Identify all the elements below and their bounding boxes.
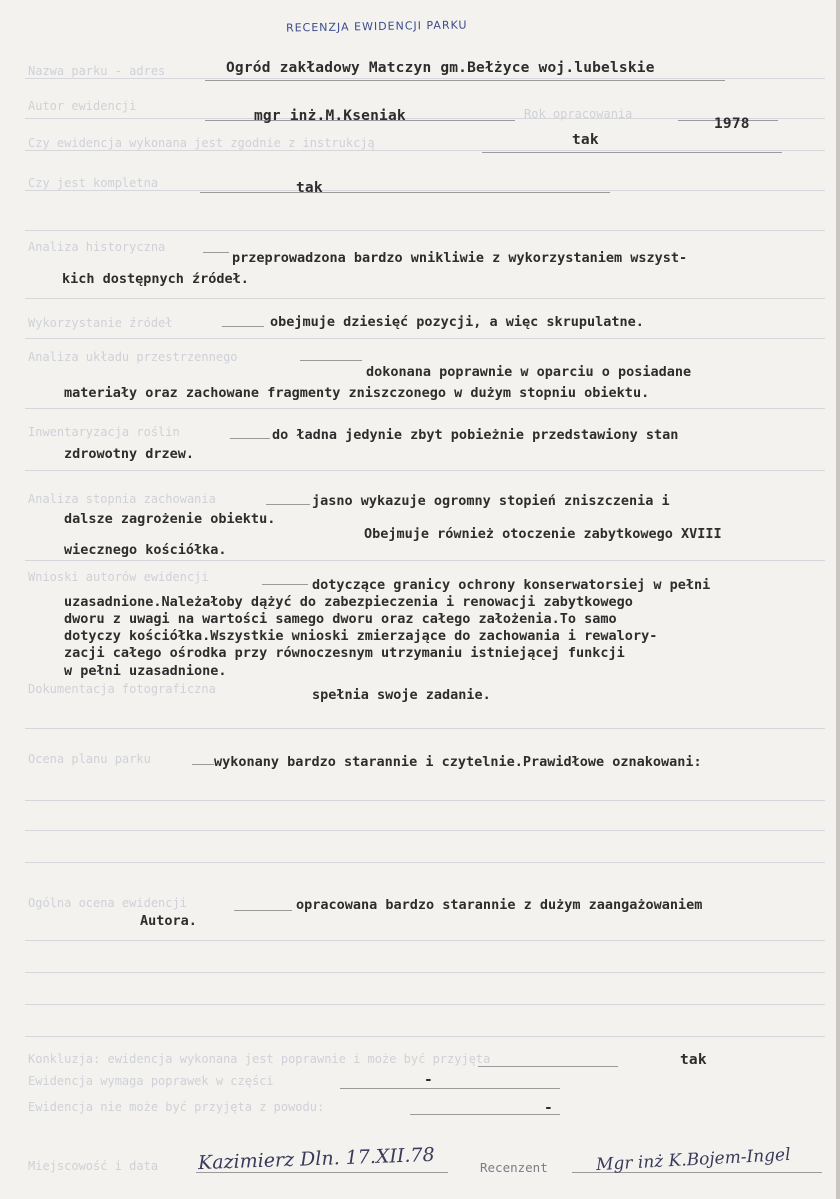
value-history-line1: przeprowadzona bardzo wnikliwie z wykorzystaniem wszyst-: [232, 250, 688, 266]
value-conclusions-line4: dotyczy kościółka.Wszystkie wnioski zmierzające do zachowania i rewalory-: [64, 628, 658, 644]
ruled-line: [25, 728, 825, 729]
label-plan: Ocena planu parku: [28, 752, 151, 766]
fill-line: [266, 504, 310, 505]
label-preservation: Analiza stopnia zachowania: [28, 492, 216, 506]
ruled-line: [25, 150, 825, 151]
fill-line: [478, 1066, 618, 1067]
value-instruction: tak: [572, 132, 599, 148]
label-layout: Analiza układu przestrzennego: [28, 350, 238, 364]
value-sources: obejmuje dziesięć pozycji, a więc skrupulatne.: [270, 314, 644, 330]
value-overall-line2: Autora.: [140, 913, 197, 929]
value-plants-line1: do ładna jedynie zbyt pobieżnie przedstawiony stan: [272, 427, 679, 443]
value-decision2: -: [424, 1072, 433, 1088]
ruled-line: [25, 338, 825, 339]
value-preservation-line2b: Obejmuje również otoczenie zabytkowego XVIII: [364, 526, 722, 542]
label-decision3: Ewidencja nie może być przyjęta z powodu:: [28, 1100, 325, 1114]
fill-line: [200, 192, 610, 193]
fill-line: [300, 360, 362, 361]
value-conclusions-line6: w pełni uzasadnione.: [64, 663, 227, 679]
value-conclusions-line3: dworu z uwagi na wartości samego dworu oraz całego założenia.To samo: [64, 611, 617, 627]
value-author: mgr inż.M.Kseniak: [254, 108, 406, 124]
fill-line: [234, 910, 292, 911]
value-complete: tak: [296, 180, 323, 196]
value-preservation-line1: jasno wykazuje ogromny stopień zniszczenia i: [312, 493, 670, 509]
value-reviewer-signature: Mgr inż K.Bojem-Ingel: [595, 1144, 792, 1176]
ruled-line: [25, 800, 825, 801]
value-decision3: -: [544, 1100, 553, 1116]
value-conclusions-line1: dotyczące granicy ochrony konserwatorsiej w pełni: [312, 577, 711, 593]
label-place-date: Miejscowość i data: [28, 1159, 159, 1173]
value-decision1: tak: [680, 1052, 707, 1068]
label-photos: Dokumentacja fotograficzna: [28, 682, 216, 696]
fill-line: [230, 438, 270, 439]
value-conclusions-line2: uzasadnione.Należałoby dążyć do zabezpieczenia i renowacji zabytkowego: [64, 594, 633, 610]
value-plan: wykonany bardzo starannie i czytelnie.Prawidłowe oznakowani:: [214, 754, 702, 770]
label-reviewer: Recenzent: [480, 1160, 548, 1175]
label-conclusions: Wnioski autorów ewidencji: [28, 570, 209, 584]
ruled-line: [25, 230, 825, 231]
value-preservation-line2: dalsze zagrożenie obiektu.: [64, 511, 276, 527]
fill-line: [192, 764, 214, 765]
ruled-line: [25, 1004, 825, 1005]
ruled-line: [25, 830, 825, 831]
ruled-line: [25, 1036, 825, 1037]
form-heading: RECENZJA EWIDENCJI PARKU: [285, 18, 468, 35]
label-park-name: Nazwa parku - adres: [28, 64, 166, 78]
fill-line: [340, 1088, 560, 1089]
label-year: Rok opracowania: [524, 107, 633, 121]
value-preservation-line3: wiecznego kościółka.: [64, 542, 227, 558]
ruled-line: [25, 940, 825, 941]
ruled-line: [25, 470, 825, 471]
ruled-line: [25, 408, 825, 409]
value-photos: spełnia swoje zadanie.: [312, 687, 491, 703]
ruled-line: [25, 972, 825, 973]
value-layout-line2: materiały oraz zachowane fragmenty zniszczonego w dużym stopniu obiektu.: [64, 385, 650, 401]
label-author: Autor ewidencji: [28, 99, 137, 113]
fill-line: [203, 252, 229, 253]
fill-line: [222, 326, 264, 327]
ruled-line: [25, 862, 825, 863]
fill-line: [205, 80, 725, 81]
value-year: 1978: [714, 116, 750, 132]
value-layout-line1: dokonana poprawnie w oparciu o posiadane: [366, 364, 692, 380]
label-history: Analiza historyczna: [28, 240, 166, 254]
fill-line: [410, 1114, 560, 1115]
label-overall: Ogólna ocena ewidencji: [28, 896, 187, 910]
fill-line: [482, 152, 782, 153]
ruled-line: [25, 118, 825, 119]
ruled-line: [25, 560, 825, 561]
label-decision2: Ewidencja wymaga poprawek w części: [28, 1074, 274, 1088]
ruled-line: [25, 190, 825, 191]
ruled-line: [25, 298, 825, 299]
label-complete: Czy jest kompletna: [28, 176, 159, 190]
value-park-name: Ogród zakładowy Matczyn gm.Bełżyce woj.lubelskie: [226, 60, 655, 76]
value-place-date: Kazimierz Dln. 17.XII.78: [197, 1143, 435, 1175]
value-history-line2: kich dostępnych źródeł.: [62, 271, 249, 287]
label-decision1: Konkluzja: ewidencja wykonana jest poprawnie i może być przyjęta: [28, 1052, 491, 1066]
value-overall-line1: opracowana bardzo starannie z dużym zaangażowaniem: [296, 897, 703, 913]
value-plants-line2: zdrowotny drzew.: [64, 446, 195, 462]
fill-line: [262, 584, 308, 585]
label-instruction: Czy ewidencja wykonana jest zgodnie z instrukcją: [28, 136, 375, 150]
label-sources: Wykorzystanie źródeł: [28, 316, 173, 330]
label-plants: Inwentaryzacja roślin: [28, 425, 180, 439]
value-conclusions-line5: zacji całego ośrodka przy równoczesnym utrzymaniu istniejącej funkcji: [64, 645, 625, 661]
ruled-line: [25, 78, 825, 79]
